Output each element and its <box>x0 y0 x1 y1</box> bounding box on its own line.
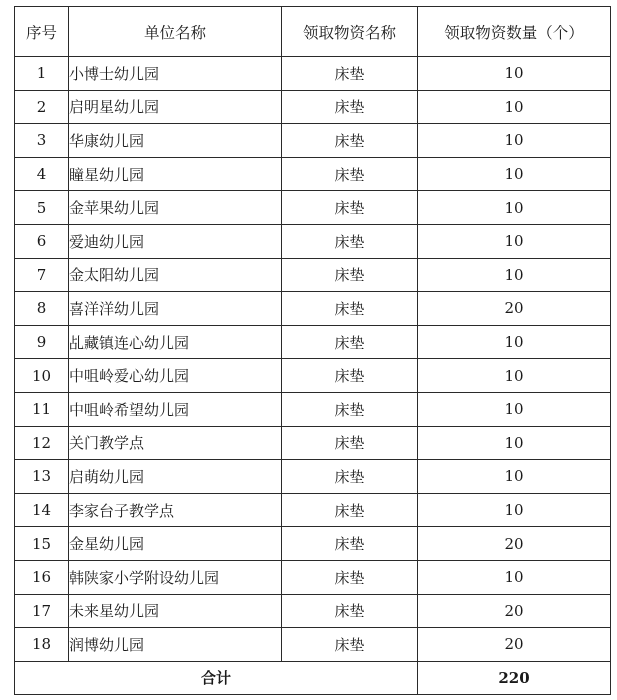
row-unit-name: 启萌幼儿园 <box>69 460 282 494</box>
row-item-name: 床垫 <box>282 426 418 460</box>
row-unit-name: 未来星幼儿园 <box>69 594 282 628</box>
row-unit-name: 中咀岭爱心幼儿园 <box>69 359 282 393</box>
total-label: 合计 <box>15 661 418 694</box>
row-unit-name: 乩藏镇连心幼儿园 <box>69 325 282 359</box>
row-item-name: 床垫 <box>282 594 418 628</box>
row-index: 3 <box>15 124 69 158</box>
header-quantity: 领取物资数量（个） <box>418 7 611 57</box>
row-quantity: 10 <box>418 224 611 258</box>
row-item-name: 床垫 <box>282 124 418 158</box>
row-unit-name: 启明星幼儿园 <box>69 90 282 124</box>
table-row <box>15 325 611 359</box>
row-item-name: 床垫 <box>282 224 418 258</box>
row-item-name: 床垫 <box>282 392 418 426</box>
row-item-name: 床垫 <box>282 258 418 292</box>
table-row <box>15 560 611 594</box>
row-item-name: 床垫 <box>282 359 418 393</box>
row-index: 16 <box>15 560 69 594</box>
row-quantity: 10 <box>418 359 611 393</box>
row-quantity: 20 <box>418 292 611 326</box>
row-item-name: 床垫 <box>282 493 418 527</box>
row-index: 10 <box>15 359 69 393</box>
table-row <box>15 258 611 292</box>
table-row <box>15 124 611 158</box>
row-unit-name: 金苹果幼儿园 <box>69 191 282 225</box>
row-item-name: 床垫 <box>282 292 418 326</box>
row-item-name: 床垫 <box>282 325 418 359</box>
table-row <box>15 359 611 393</box>
row-index: 14 <box>15 493 69 527</box>
table-row <box>15 628 611 662</box>
row-index: 15 <box>15 527 69 561</box>
row-index: 12 <box>15 426 69 460</box>
table-header <box>15 7 611 57</box>
total-row <box>15 661 611 694</box>
row-quantity: 10 <box>418 124 611 158</box>
row-index: 9 <box>15 325 69 359</box>
row-index: 18 <box>15 628 69 662</box>
row-item-name: 床垫 <box>282 90 418 124</box>
header-row <box>15 7 611 57</box>
row-quantity: 10 <box>418 57 611 91</box>
row-item-name: 床垫 <box>282 157 418 191</box>
row-quantity: 10 <box>418 258 611 292</box>
row-index: 5 <box>15 191 69 225</box>
row-quantity: 10 <box>418 493 611 527</box>
row-unit-name: 中咀岭希望幼儿园 <box>69 392 282 426</box>
table-footer <box>15 661 611 694</box>
row-quantity: 10 <box>418 460 611 494</box>
row-item-name: 床垫 <box>282 57 418 91</box>
row-unit-name: 华康幼儿园 <box>69 124 282 158</box>
table-row <box>15 460 611 494</box>
row-index: 7 <box>15 258 69 292</box>
distribution-table <box>14 6 611 695</box>
row-unit-name: 润博幼儿园 <box>69 628 282 662</box>
row-item-name: 床垫 <box>282 560 418 594</box>
row-index: 11 <box>15 392 69 426</box>
table-body <box>15 57 611 662</box>
row-unit-name: 瞳星幼儿园 <box>69 157 282 191</box>
row-unit-name: 李家台子教学点 <box>69 493 282 527</box>
table-row <box>15 594 611 628</box>
row-quantity: 10 <box>418 426 611 460</box>
row-unit-name: 爱迪幼儿园 <box>69 224 282 258</box>
row-quantity: 10 <box>418 157 611 191</box>
row-quantity: 20 <box>418 628 611 662</box>
table-row <box>15 392 611 426</box>
row-index: 2 <box>15 90 69 124</box>
row-index: 8 <box>15 292 69 326</box>
row-item-name: 床垫 <box>282 191 418 225</box>
row-index: 4 <box>15 157 69 191</box>
total-quantity: 220 <box>418 661 611 694</box>
row-index: 6 <box>15 224 69 258</box>
row-item-name: 床垫 <box>282 527 418 561</box>
row-quantity: 10 <box>418 191 611 225</box>
row-unit-name: 金星幼儿园 <box>69 527 282 561</box>
table-row <box>15 224 611 258</box>
row-unit-name: 关门教学点 <box>69 426 282 460</box>
row-quantity: 10 <box>418 560 611 594</box>
row-item-name: 床垫 <box>282 628 418 662</box>
row-unit-name: 韩陕家小学附设幼儿园 <box>69 560 282 594</box>
table-row <box>15 292 611 326</box>
row-quantity: 10 <box>418 90 611 124</box>
row-index: 1 <box>15 57 69 91</box>
row-quantity: 20 <box>418 594 611 628</box>
header-index: 序号 <box>15 7 69 57</box>
row-item-name: 床垫 <box>282 460 418 494</box>
table-row <box>15 426 611 460</box>
row-quantity: 20 <box>418 527 611 561</box>
row-unit-name: 金太阳幼儿园 <box>69 258 282 292</box>
row-unit-name: 小博士幼儿园 <box>69 57 282 91</box>
table-row <box>15 157 611 191</box>
row-unit-name: 喜洋洋幼儿园 <box>69 292 282 326</box>
table-row <box>15 57 611 91</box>
row-quantity: 10 <box>418 325 611 359</box>
row-index: 17 <box>15 594 69 628</box>
table-row <box>15 90 611 124</box>
row-index: 13 <box>15 460 69 494</box>
header-item-name: 领取物资名称 <box>282 7 418 57</box>
table-row <box>15 191 611 225</box>
table-row <box>15 527 611 561</box>
table-row <box>15 493 611 527</box>
row-quantity: 10 <box>418 392 611 426</box>
header-unit-name: 单位名称 <box>69 7 282 57</box>
